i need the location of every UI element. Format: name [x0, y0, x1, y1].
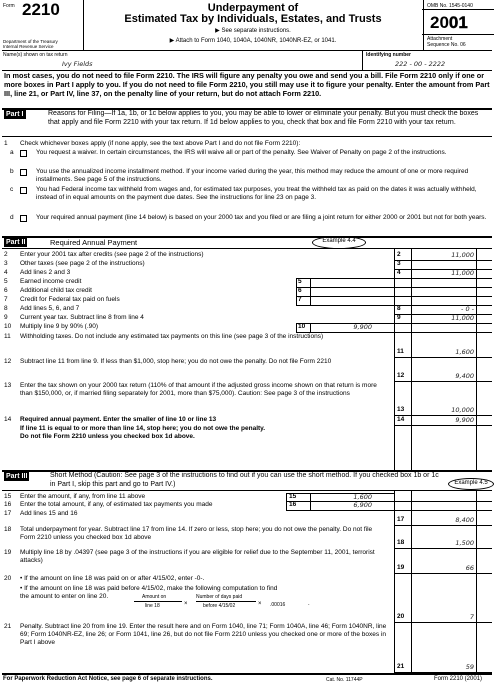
checkbox-1a[interactable] [20, 150, 27, 157]
line3-number: 3 [4, 260, 8, 267]
line13-amount[interactable]: 10,000 [451, 406, 474, 414]
line19-box-label: 19 [397, 564, 405, 571]
line15-number: 15 [4, 493, 12, 500]
see-instructions: ▶ See separate instructions. [215, 28, 291, 34]
identifying-number-value: 222 - 00 - 2222 [395, 60, 446, 68]
line9-text: Current year tax. Subtract line 8 from line 4 [20, 314, 144, 321]
line5-number: 5 [4, 278, 8, 285]
line20-text: • If the amount on line 18 was paid on or after 4/15/02, enter -0-. [20, 575, 205, 582]
line16-text: Enter the total amount, if any, of estimated tax payments you made [20, 501, 213, 508]
form-number: 2210 [22, 0, 60, 19]
checkbox-1d[interactable] [20, 215, 27, 222]
part2-example-oval: Example 4.4 [312, 236, 366, 249]
line10-box-label: 10 [298, 323, 306, 330]
line5-box-label: 5 [298, 278, 302, 285]
line14-note1: If line 11 is equal to or more than line 14, stop here; you do not owe the penalty. [20, 425, 266, 432]
line9-number: 9 [4, 314, 8, 321]
line1b-letter: b [10, 168, 14, 175]
line18-amount[interactable]: 1,500 [455, 539, 474, 547]
line2-box-label: 2 [397, 251, 401, 258]
line20-text2: • If the amount on line 18 was paid before 4/15/02, make the following computation to find the amount to enter on line 20. [20, 585, 278, 600]
footer-paperwork: For Paperwork Reduction Act Notice, see page 6 of separate instructions. [3, 676, 213, 682]
line7-number: 7 [4, 296, 8, 303]
line21-box-label: 21 [397, 663, 405, 670]
line19-amount[interactable]: 66 [465, 564, 474, 572]
line20-amount[interactable]: 7 [469, 613, 474, 621]
attachment-label: Attachment [427, 36, 453, 42]
line2-amount[interactable]: 11,000 [451, 251, 474, 259]
form-2210-page: Form 2210 Department of the Treasury Internal Revenue Service Underpayment of Estimated Tax by Individuals, Estates, and Trusts ▶ See separate instructions. ▶ Attach to Form 1040, 1040A, 1040NR, 1040NR-EZ, or 1041. OMB No. 1545-0140 2001 Attachment Sequence No. 06 Name(s) shown on tax return Ivy Fields Identifying number 222 - 00 - 2222 In most cases, you do not need to file Form 2210. The IRS will figure any penalty you owe and send you a bill. File Form 2210 only if one or more boxes in Part I apply to you. If you do not need to file Form 2210, you still may use it to figure your penalty. Enter the amount from Part III, line 21, or Part IV, line 37, on the penalty line of your return, but do not attach Form 2210. Part I Reasons for Filing—If 1a, 1b, or 1c below applies to you, you may be able to lower or eliminate your penalty. But you must check the boxes that apply and file Form 2210 with your tax return. If 1d below applies to you, check that box and file Form 2210 with your tax return. 1 Check whichever boxes apply (if none apply, see the text above Part I and do not file Form 2210): a You request a waiver. In certain circumstances, the IRS will waive all or part of the penalty. See Waiver of Penalty on page 2 of the instructions. b You use the annualized income installment method. If your income varied during the year, this method may reduce the amount of one or more required installments. See page 5 of the instructions. c You had Federal income tax withheld from wages and, for estimated tax purposes, you treat the withheld tax as paid on the dates it was actually withheld, instead of in equal amounts on the payment due dates. See the instructions for line 23 on page 3. d Your required annual payment (line 14 below) is based on your 2000 tax and you filed or are filing a joint return for either 2000 or 2001 but not for both years. Part II Required Annual Payment Example 4.4 Part III Short Method (Caution: See page 3 of the instructions to find out if you can use the short method. If you checked box 1b or 1c in Part I, skip this part and go to Part IV.) Example 4.5 Amount on line 18 × Number of days paid before 4/15/02 × .00016 . For Paperwork Reduction Act Notice, see page 6 of separate instructions. Cat. No. 11744P Form 2210 (2001) 2 Enter your 2001 tax after credits (see page 2 of the instructions) 2 11,000 3 Other taxes (see page 2 of the instructions) 3 4 Add lines 2 and 3 4 11,000 5 Earned income credit 5 6 Additional child tax credit 6 7 Credit for Federal tax paid on fuels 7 8 Add lines 5, 6, and 7 8 - 0 - 9 Current year tax. Subtract line 8 from line 4 9 11,000 10 Multiply line 9 by 90% (.90) 10 9,900 11 Withholding taxes. Do not include any estimated tax payments on this line (see page 3 of the instructions) 11 1,600 12 Subtract line 11 from line 9. If less than $1,000, stop here; you do not owe the penalty. Do not file Form 2210 12 9,400 13 Enter the tax shown on your 2000 tax return (110% of that amount if the adjusted gross income shown on that return is more than $150,000, or, if married filing separately for 2001, more than $75,000). Caution: See page 3 of the instructions 13 10,000 14 Required annual payment. Enter the smaller of line 10 or line 13 14 9,900 If line 11 is equal to or more than line 14, stop here; you do not owe the penalty. Do not file Form 2210 unless you checked box 1d above. 15 Enter the amount, if any, from line 11 above 15 1,600 16 Enter the total amount, if any, of estimated tax payments you made 16 6,900 17 Add lines 15 and 16 17 8,400 18 Total underpayment for year. Subtract line 17 from line 14. If zero or less, stop here; you do not owe the penalty. Do not file Form 2210 unless you checked box 1d above 18 1,500 19 Multiply line 18 by .04397 (see page 3 of the instructions if you are eligible for relief due to the September 11, 2001, terrorist attacks) 19 66 20 • If the amount on line 18 was paid on or after 4/15/02, enter -0-. • If the amount on line 18 was paid before 4/15/02, make the following computation to find the amount to enter on line 20. 20 7 21 Penalty. Subtract line 20 from line 19. Enter the result here and on Form 1040, line 71; Form 1040A, line 46; Form 1040NR, line 69; Form 1040NR-EZ, line 26; or Form 1041, line 26, but do not file Form 2210 unless you checked one or more of the boxes in Part I above 21 59 [0, 0, 494, 688]
line15-amount[interactable]: 1,600 [353, 493, 372, 501]
line2-text: Enter your 2001 tax after credits (see page 2 of the instructions) [20, 251, 204, 258]
line8-text: Add lines 5, 6, and 7 [20, 305, 80, 312]
line20-box-label: 20 [397, 613, 405, 620]
dept-line2: Internal Revenue Service [3, 44, 54, 49]
line1a-text: You request a waiver. In certain circumstances, the IRS will waive all or part of the penalty. See Waiver of Penalty on page 2 of the instructions. [36, 149, 447, 156]
line6-text: Additional child tax credit [20, 287, 92, 294]
tax-year: 2001 [430, 13, 468, 32]
form-word: Form [3, 3, 15, 9]
line17-number: 17 [4, 510, 12, 517]
line13-box-label: 13 [397, 406, 405, 413]
part3-title: Short Method (Caution: See page 3 of the instructions to find out if you can use the short method. If you checked box 1b or 1c in Part I, skip this part and go to Part IV.) [50, 472, 439, 488]
line1-number: 1 [4, 140, 8, 147]
line10-amount[interactable]: 9,900 [353, 323, 372, 331]
line14-number: 14 [4, 416, 12, 423]
name-value: Ivy Fields [62, 60, 93, 68]
line3-text: Other taxes (see page 2 of the instructions) [20, 260, 145, 267]
line4-box-label: 4 [397, 269, 401, 276]
line19-text: Multiply line 18 by .04397 (see page 3 of the instructions if you are eligible for relief due to the September 11, 2001, terrorist attacks) [20, 549, 375, 564]
line8-box-label: 8 [397, 305, 401, 312]
line14-amount[interactable]: 9,900 [455, 416, 474, 424]
line21-amount[interactable]: 59 [465, 663, 474, 671]
line16-box-label: 16 [289, 501, 297, 508]
line17-box-label: 17 [397, 516, 405, 523]
line11-amount[interactable]: 1,600 [455, 348, 474, 356]
line1c-text: You had Federal income tax withheld from wages and, for estimated tax purposes, you treat the withheld tax as paid on the dates it was actually withheld, instead of in equal amounts on the payment due dates. See the instructions for line 23 on page 3. [36, 186, 477, 201]
part1-title: Reasons for Filing—If 1a, 1b, or 1c below applies to you, you may be able to lower or eliminate your penalty. But you must check the boxes that apply and file Form 2210 with your tax return. If 1d below applies to you, check that box and file Form 2210 with your tax return. [48, 110, 479, 126]
form-title-line2: Estimated Tax by Individuals, Estates, and Trusts [124, 13, 382, 25]
checkbox-1b[interactable] [20, 169, 27, 176]
line21-number: 21 [4, 623, 12, 630]
line4-text: Add lines 2 and 3 [20, 269, 71, 276]
line14-box-label: 14 [397, 416, 405, 423]
calc-amount-sub: line 18 [145, 603, 160, 609]
calc-times1: × [184, 601, 188, 607]
line11-box-label: 11 [397, 348, 404, 355]
form-title-line1: Underpayment of [207, 2, 299, 14]
omb-number: OMB No. 1545-0140 [427, 3, 473, 9]
intro-text: In most cases, you do not need to file Form 2210. The IRS will figure any penalty you owe and send you a bill. File Form 2210 only if one or more boxes in Part I apply to you. If you do not need to file Form 2210, you still may use it to figure your penalty. Enter the amount from Part III, line 21, or Part IV, line 37, on the penalty line of your return, but do not attach Form 2210. [4, 71, 490, 98]
line16-number: 16 [4, 501, 12, 508]
calc-days-label: Number of days paid [196, 594, 243, 600]
line18-box-label: 18 [397, 539, 405, 546]
line8-amount[interactable]: - 0 - [461, 305, 474, 313]
line15-box-label: 15 [289, 493, 297, 500]
line11-number: 11 [4, 333, 11, 340]
line13-text: Enter the tax shown on your 2000 tax return (110% of that amount if the adjusted gross income shown on that return is more than $150,000, or, if married filing separately for 2001, more than $75,000). Caution: See page 3 of the instructions [20, 382, 377, 397]
line18-number: 18 [4, 526, 12, 533]
line17-text: Add lines 15 and 16 [20, 510, 78, 517]
identifying-number-label: Identifying number [366, 52, 411, 58]
line2-number: 2 [4, 251, 8, 258]
line14-note2: Do not file Form 2210 unless you checked box 1d above. [20, 433, 195, 440]
line7-text: Credit for Federal tax paid on fuels [20, 296, 120, 303]
line10-number: 10 [4, 323, 12, 330]
dept-line1: Department of the Treasury [3, 39, 58, 44]
line9-box-label: 9 [397, 314, 401, 321]
line12-box-label: 12 [397, 372, 405, 379]
part2-label: Part II [6, 239, 26, 246]
line15-text: Enter the amount, if any, from line 11 above [20, 493, 146, 500]
footer-cat-number: Cat. No. 11744P [326, 677, 363, 683]
part3-example-oval: Example 4.5 [448, 478, 494, 490]
line16-amount[interactable]: 6,900 [353, 501, 372, 509]
sequence-number: Sequence No. 06 [427, 42, 466, 48]
line1b-text: You use the annualized income installment method. If your income varied during the year, this method may reduce the amount of one or more required installments. See page 5 of the instructions. [36, 168, 469, 183]
calc-amount-label: Amount on [142, 594, 167, 600]
calc-rate: .00016 [270, 602, 286, 608]
part3-label: Part III [6, 473, 28, 480]
line12-text: Subtract line 11 from line 9. If less than $1,000, stop here; you do not owe the penalty. Do not file Form 2210 [20, 358, 332, 365]
line20-number: 20 [4, 575, 12, 582]
line1c-letter: c [10, 186, 14, 193]
calc-days-sub: before 4/15/02 [203, 603, 236, 609]
footer-form: Form 2210 (2001) [434, 676, 483, 682]
line11-text: Withholding taxes. Do not include any estimated tax payments on this line (see page 3 of the instructions) [20, 333, 324, 340]
calc-times2: × [258, 601, 262, 607]
line6-number: 6 [4, 287, 8, 294]
checkbox-1c[interactable] [20, 187, 27, 194]
line12-number: 12 [4, 358, 12, 365]
line17-amount[interactable]: 8,400 [455, 516, 474, 524]
line4-number: 4 [4, 269, 8, 276]
line21-text: Penalty. Subtract line 20 from line 19. Enter the result here and on Form 1040, line 71; Form 1040A, line 46; Form 1040NR, line 69; Form 1040NR-EZ, line 26; or Form 1041, line 26, but do not file Form 2210 unless you checked one or more of the boxes in Part I above [20, 623, 387, 646]
line8-number: 8 [4, 305, 8, 312]
line1d-letter: d [10, 214, 14, 221]
line6-box-label: 6 [298, 287, 302, 294]
line19-number: 19 [4, 549, 12, 556]
line5-text: Earned income credit [20, 278, 82, 285]
line12-amount[interactable]: 9,400 [455, 372, 474, 380]
part2-title: Required Annual Payment [50, 238, 138, 247]
line3-box-label: 3 [397, 260, 401, 267]
line-number-column [394, 248, 412, 470]
line13-number: 13 [4, 382, 12, 389]
line10-text: Multiply line 9 by 90% (.90) [20, 323, 99, 330]
name-label: Name(s) shown on tax return [3, 52, 68, 58]
line9-amount[interactable]: 11,000 [451, 314, 474, 322]
line1-text: Check whichever boxes apply (if none apply, see the text above Part I and do not file Form 2210): [20, 140, 301, 147]
line1a-letter: a [10, 149, 14, 156]
part1-label: Part I [6, 111, 24, 118]
attach-instructions: ▶ Attach to Form 1040, 1040A, 1040NR, 1040NR-EZ, or 1041. [169, 38, 337, 44]
line4-amount[interactable]: 11,000 [451, 269, 474, 277]
line14-text: Required annual payment. Enter the smaller of line 10 or line 13 [20, 416, 217, 423]
line7-box-label: 7 [298, 296, 302, 303]
line18-text: Total underpayment for year. Subtract line 17 from line 14. If zero or less, stop here; you do not owe the penalty. Do not file Form 2210 unless you checked box 1d above [20, 526, 373, 541]
line1d-text: Your required annual payment (line 14 below) is based on your 2000 tax and you filed or are filing a joint return for either 2000 or 2001 but not for both years. [36, 214, 487, 221]
